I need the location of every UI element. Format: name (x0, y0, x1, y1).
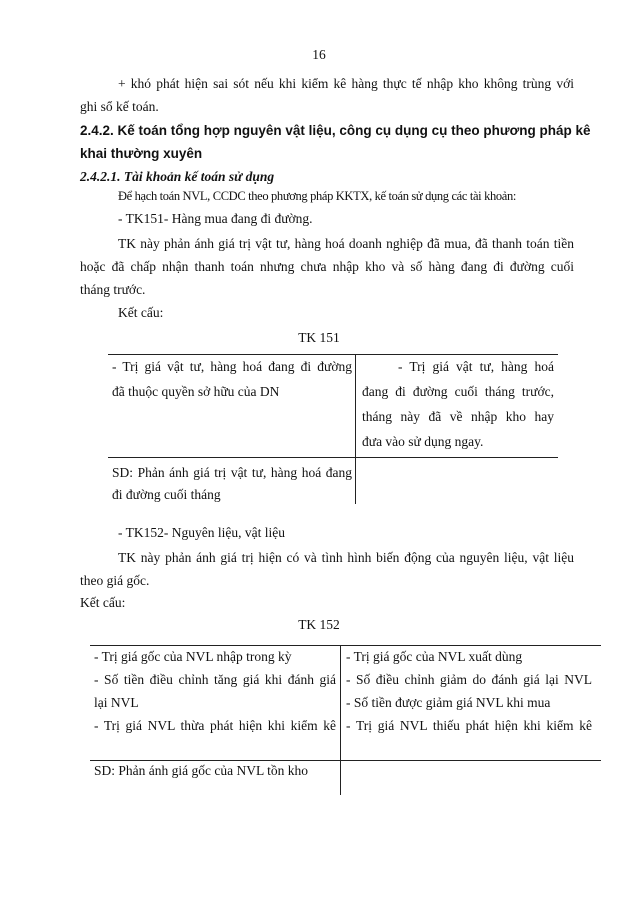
tk151-desc-line-3: tháng trước. (80, 282, 146, 297)
intro-line-2: ghi sổ kế toán. (80, 99, 159, 114)
tk151-debit-line-2: đã thuộc quyền sở hữu của DN (112, 384, 280, 399)
tk152-debit-line-3: lại NVL (94, 695, 139, 710)
tk151-credit-line-3: tháng này đã về nhập kho hay (362, 409, 554, 424)
tk152-balance-line: SD: Phản ánh giá gốc của NVL tồn kho (94, 763, 308, 778)
section-heading-line-2: khai thường xuyên (80, 146, 203, 161)
tk152-credit-line-3: - Số tiền được giảm giá NVL khi mua (346, 695, 551, 710)
page-number: 16 (312, 47, 326, 62)
tk152-debit-line-4: - Trị giá NVL thừa phát hiện khi kiểm kê (94, 718, 336, 733)
tk151-balance-line-1: SD: Phản ánh giá trị vật tư, hàng hoá đang (112, 465, 352, 480)
accounts-intro: Để hạch toán NVL, CCDC theo phương pháp KKTX, kế toán sử dụng các tài khoản: (118, 189, 516, 203)
tk151-structure-label: Kết cấu: (118, 305, 164, 320)
tk151-debit-line-1: - Trị giá vật tư, hàng hoá đang đi đường (112, 359, 352, 374)
section-heading-line-1: 2.4.2. Kế toán tổng hợp nguyên vật liệu, công cụ dụng cụ theo phương pháp kê (80, 123, 591, 138)
tk152-desc-line-2: theo giá gốc. (80, 573, 150, 588)
tk151-credit-line-1: - Trị giá vật tư, hàng hoá (398, 359, 554, 374)
tk151-title: TK 151 (298, 330, 340, 345)
tk151-desc-line-2: hoặc đã chấp nhận thanh toán nhưng chưa nhập kho và số hàng đang đi đường cuối (80, 259, 574, 274)
intro-line-1: + khó phát hiện sai sót nếu khi kiểm kê hàng thực tế nhập kho không trùng với (118, 76, 574, 91)
tk152-credit-line-2: - Số điều chỉnh giảm do đánh giá lại NVL (346, 672, 592, 687)
tk151-desc-line-1: TK này phản ánh giá trị vật tư, hàng hoá doanh nghiệp đã mua, đã thanh toán tiền (118, 236, 574, 251)
tk151-credit-line-2: đang đi đường cuối tháng trước, (362, 384, 554, 399)
subsection-heading: 2.4.2.1. Tài khoản kế toán sử dụng (80, 169, 275, 184)
tk152-credit-line-4: - Trị giá NVL thiếu phát hiện khi kiểm kê (346, 718, 592, 733)
tk152-item: - TK152- Nguyên liệu, vật liệu (118, 525, 285, 540)
tk152-structure-label: Kết cấu: (80, 595, 126, 610)
tk152-desc-line-1: TK này phản ánh giá trị hiện có và tình hình biến động của nguyên liệu, vật liệu (118, 550, 574, 565)
tk151-credit-line-4: đưa vào sử dụng ngay. (362, 434, 484, 449)
tk151-item: - TK151- Hàng mua đang đi đường. (118, 211, 313, 226)
tk151-balance-rule (108, 457, 558, 458)
tk151-center-rule (355, 354, 356, 504)
tk151-balance-line-2: đi đường cuối tháng (112, 487, 221, 502)
tk152-debit-line-2: - Số tiền điều chỉnh tăng giá khi đánh giá (94, 672, 336, 687)
tk152-credit-line-1: - Trị giá gốc của NVL xuất dùng (346, 649, 523, 664)
tk152-title: TK 152 (298, 617, 340, 632)
tk152-center-rule (340, 645, 341, 795)
tk152-debit-line-1: - Trị giá gốc của NVL nhập trong kỳ (94, 649, 292, 664)
